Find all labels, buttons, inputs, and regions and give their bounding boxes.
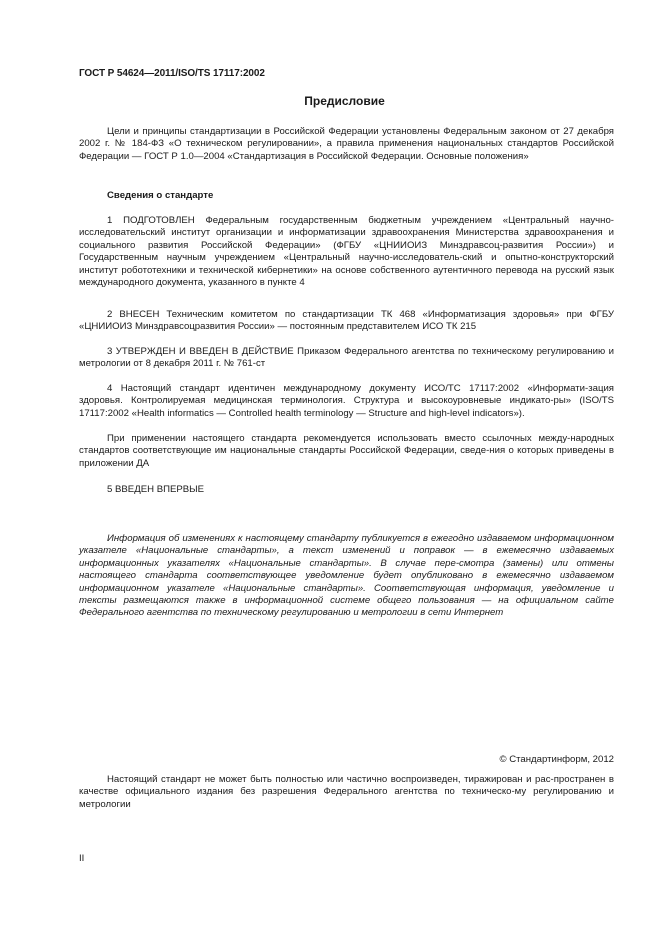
item-5-paragraph: 5 ВВЕДЕН ВПЕРВЫЕ bbox=[107, 484, 205, 495]
item-3-paragraph: 3 УТВЕРЖДЕН И ВВЕДЕН В ДЕЙСТВИЕ Приказом Федерального агентства по техническому регулированию и метрологии от 8 декабря 2011 г. № 761-ст bbox=[79, 346, 614, 370]
item-2-paragraph: 2 ВНЕСЕН Техническим комитетом по стандартизации ТК 468 «Информатизация здоровья» при ФГБУ «ЦНИИОИЗ Минздравсоцразвития России» — постоянным представителем ИСО ТК 215 bbox=[79, 309, 614, 333]
item-4-paragraph: 4 Настоящий стандарт идентичен международному документу ИСО/ТС 17117:2002 «Информати-зация здоровья. Контролируемая медицинская терминология. Структура и высокоуровневые индикато-ры» (ISO/TS 17117:2002 «Health informatics — Controlled health terminology — Structure and high-level indicators»). bbox=[79, 383, 614, 419]
change-notice-paragraph: Информация об изменениях к настоящему стандарту публикуется в ежегодно издаваемом информационном указателе «Национальные стандарты», а текст изменений и поправок — в ежемесячно издаваемых информационных указателях «Национальные стандарты». В случае пере-смотра (замены) или отмены настоящего стандарта соответствующее уведомление будет опубликовано в ежемесячно издаваемом информационном указателе «Национальные стандарты». Соответствующая информация, уведомление и тексты размещаются также в информационной системе общего пользования — на официальном сайте Федерального агентства по техническому регулированию и метрологии в сети Интернет bbox=[79, 533, 614, 619]
reproduction-notice: Настоящий стандарт не может быть полностью или частично воспроизведен, тиражирован и рас-пространен в качестве официального издания без разрешения Федерального агентства по техническо-му регулированию и метрологии bbox=[79, 774, 614, 810]
intro-paragraph: Цели и принципы стандартизации в Российской Федерации установлены Федеральным законом от 27 декабря 2002 г. № 184-ФЗ «О техническом регулировании», а правила применения национальных стандартов Российской Федерации — ГОСТ Р 1.0—2004 «Стандартизация в Российской Федерации. Основные положения» bbox=[79, 126, 614, 162]
document-header: ГОСТ Р 54624—2011/ISO/TS 17117:2002 bbox=[79, 68, 265, 79]
copyright-line: © Стандартинформ, 2012 bbox=[499, 754, 614, 765]
item-1-paragraph: 1 ПОДГОТОВЛЕН Федеральным государственным бюджетным учреждением «Центральный научно-исследовательский институт организации и информатизации здравоохранения Министерства здравоохранения и социального развития Российской Федерации» (ФГБУ «ЦНИИОИЗ Минздравсоц-развития России») и Государственным научным учреждением «Центральный научно-исследователь-ский и опытно-конструкторский институт робототехники и технической кибернетики» на основе собственного аутентичного перевода на русский язык международного документа, указанного в пункте 4 bbox=[79, 215, 614, 289]
page-title: Предисловие bbox=[304, 94, 385, 108]
page-number: II bbox=[79, 853, 85, 864]
section-subheading: Сведения о стандарте bbox=[107, 190, 214, 201]
usage-note-paragraph: При применении настоящего стандарта рекомендуется использовать вместо ссылочных между-народных стандартов соответствующие им национальные стандарты Российской Федерации, сведе-ния о которых приведены в приложении ДА bbox=[79, 433, 614, 469]
